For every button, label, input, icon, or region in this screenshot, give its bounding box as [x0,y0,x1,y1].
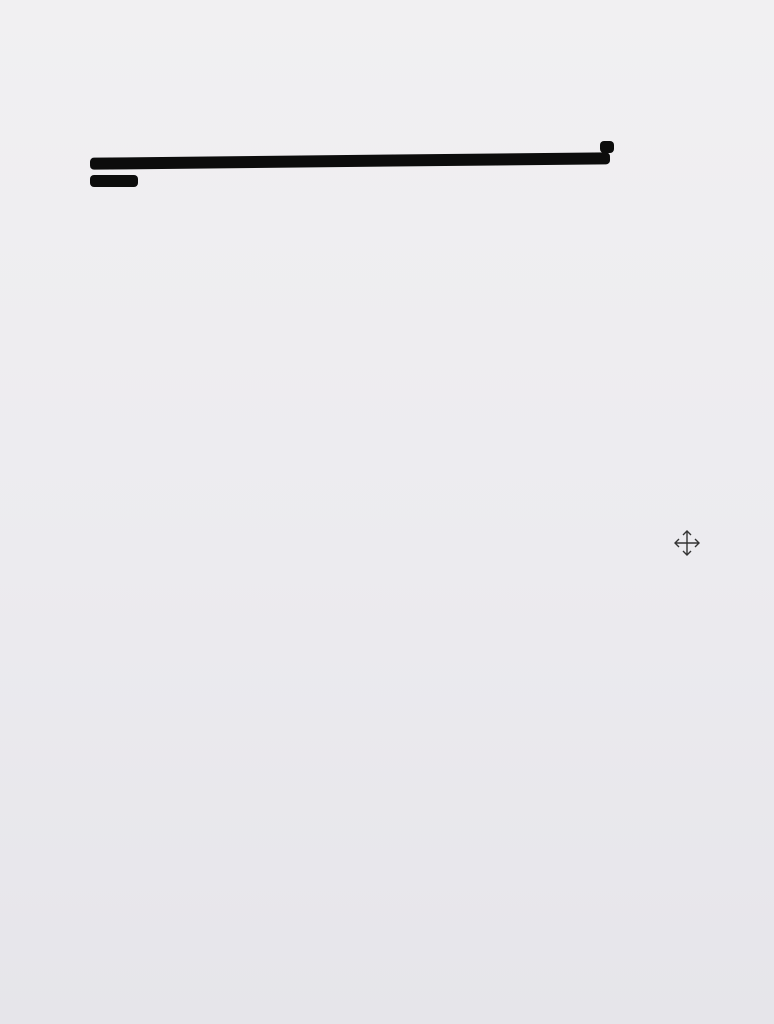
compass-cross-icon [672,528,702,558]
